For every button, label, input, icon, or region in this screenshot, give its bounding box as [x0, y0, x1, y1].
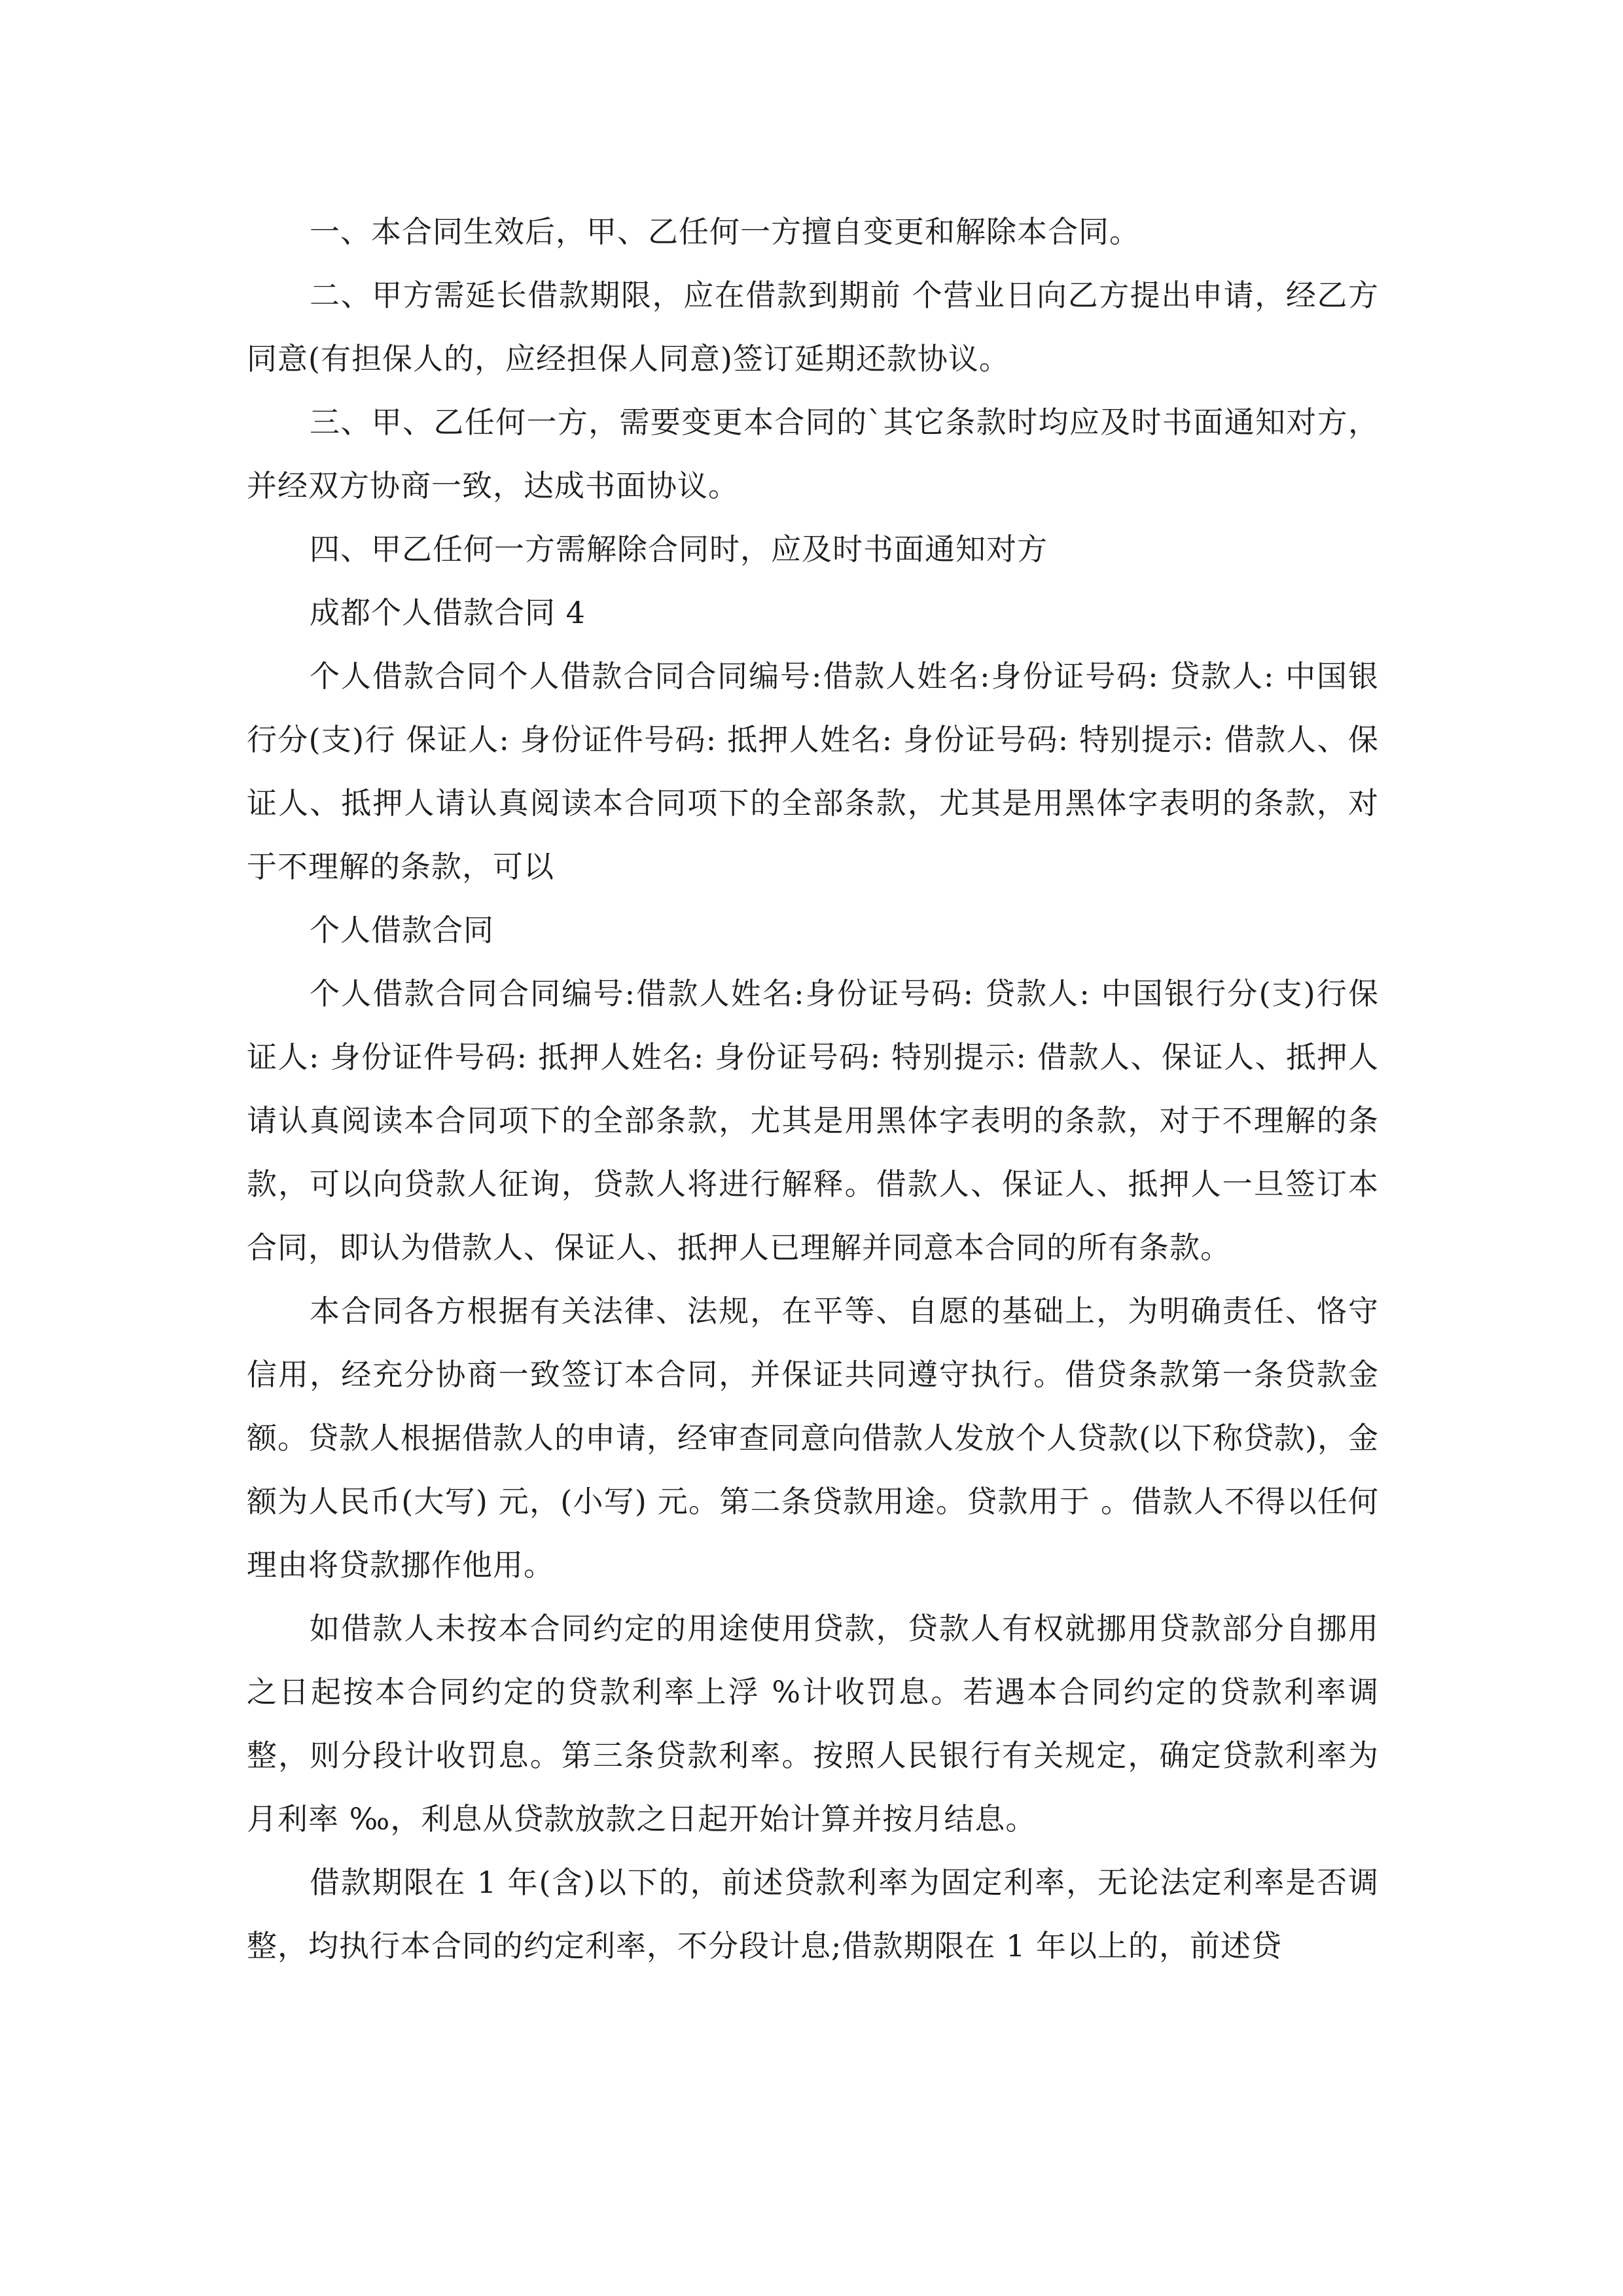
- section-heading: 成都个人借款合同 4: [310, 595, 586, 630]
- clause-paragraph: 四、甲乙任何一方需解除合同时，应及时书面通知对方: [310, 531, 1048, 567]
- contract-terms-paragraph: 如借款人未按本合同约定的用途使用贷款，贷款人有权就挪用贷款部分自挪用之日起按本合同约定的贷款利率上浮 %计收罚息。若遇本合同约定的贷款利率调整，则分段计收罚息。第三条贷款利率。按照人民银行有关规定，确定贷款利率为月利率 ‰，利息从贷款放款之日起开始计算并按月结息。: [247, 1611, 1379, 1837]
- contract-terms-paragraph: 本合同各方根据有关法律、法规，在平等、自愿的基础上，为明确责任、恪守信用，经充分协商一致签订本合同，并保证共同遵守执行。借贷条款第一条贷款金额。贷款人根据借款人的申请，经审查同意向借款人发放个人贷款(以下称贷款)，金额为人民币(大写) 元，(小写) 元。第二条贷款用途。贷款用于 。借款人不得以任何理由将贷款挪作他用。: [247, 1293, 1379, 1583]
- contract-header-paragraph: 个人借款合同合同编号:借款人姓名:身份证号码: 贷款人: 中国银行分(支)行保证人: 身份证件号码: 抵押人姓名: 身份证号码: 特别提示: 借款人、保证人、抵押人请认真阅读本合同项下的全部条款，尤其是用黑体字表明的条款，对于不理解的条款，可以向贷款人征询，贷款人将进行解释。借款人、保证人、抵押人一旦签订本合同，即认为借款人、保证人、抵押人已理解并同意本合同的所有条款。: [247, 976, 1379, 1265]
- clause-paragraph: 三、甲、乙任何一方，需要变更本合同的`其它条款时均应及时书面通知对方，并经双方协商一致，达成书面协议。: [247, 404, 1379, 503]
- document-body: [247, 200, 1379, 1978]
- clause-paragraph: 二、甲方需延长借款期限，应在借款到期前 个营业日向乙方提出申请，经乙方同意(有担保人的，应经担保人同意)签订延期还款协议。: [247, 278, 1379, 376]
- contract-intro-paragraph: 个人借款合同个人借款合同合同编号:借款人姓名:身份证号码: 贷款人: 中国银行分(支)行 保证人: 身份证件号码: 抵押人姓名: 身份证号码: 特别提示: 借款人、保证人、抵押人请认真阅读本合同项下的全部条款，尤其是用黑体字表明的条款，对于不理解的条款，可以: [247, 658, 1379, 884]
- contract-title: 个人借款合同: [310, 912, 494, 948]
- contract-terms-paragraph: 借款期限在 1 年(含)以下的，前述贷款利率为固定利率，无论法定利率是否调整，均执行本合同的约定利率，不分段计息;借款期限在 1 年以上的，前述贷: [247, 1865, 1379, 1964]
- clause-paragraph: 一、本合同生效后，甲、乙任何一方擅自变更和解除本合同。: [310, 214, 1140, 249]
